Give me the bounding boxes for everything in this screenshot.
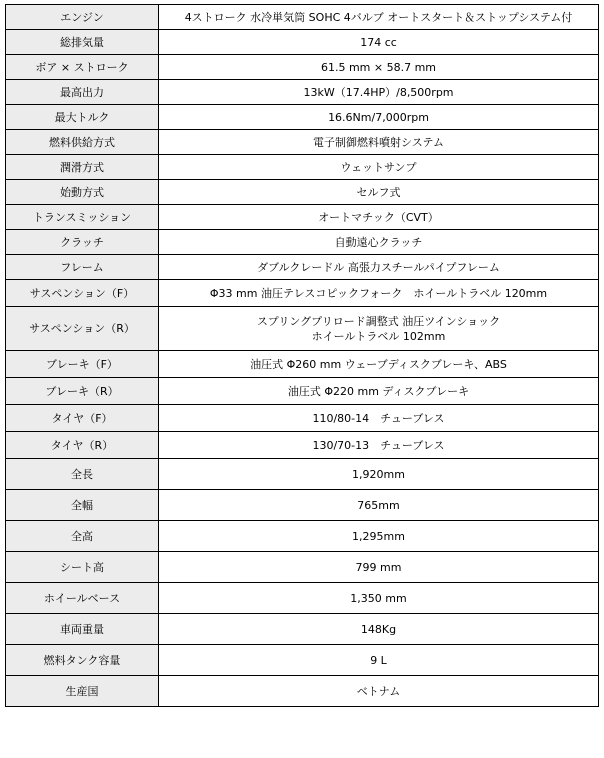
spec-value (159, 280, 599, 307)
spec-value-line: 1,350 mm (350, 591, 407, 605)
spec-value (159, 490, 599, 521)
spec-label: クラッチ (6, 230, 159, 255)
spec-value (159, 180, 599, 205)
spec-label: タイヤ（F） (6, 405, 159, 432)
spec-value-line: 61.5 mm × 58.7 mm (320, 60, 437, 74)
spec-value (159, 521, 599, 552)
spec-value (159, 583, 599, 614)
spec-value-line: ウェットサンプ (340, 160, 417, 174)
spec-value (159, 255, 599, 280)
spec-value (159, 130, 599, 155)
spec-label: サスペンション（F） (6, 280, 159, 307)
spec-label: ブレーキ（R） (6, 378, 159, 405)
spec-row (6, 432, 599, 459)
spec-value-line: 4ストローク 水冷単気筒 SOHC 4バルブ オートスタート＆ストップシステム付 (184, 10, 573, 24)
spec-row (6, 30, 599, 55)
spec-value (159, 205, 599, 230)
spec-value-line: 16.6Nm/7,000rpm (328, 110, 429, 124)
spec-value-line: オートマチック（CVT） (318, 210, 439, 224)
spec-value (159, 307, 599, 351)
spec-row (6, 645, 599, 676)
spec-row (6, 180, 599, 205)
spec-label: 全長 (6, 459, 159, 490)
spec-value (159, 30, 599, 55)
spec-value-line: 1,295mm (352, 529, 405, 543)
spec-label: 燃料タンク容量 (6, 645, 159, 676)
spec-label: サスペンション（R） (6, 307, 159, 351)
spec-value-line: ダブルクレードル 高張力スチールパイプフレーム (257, 260, 500, 274)
spec-label: 全幅 (6, 490, 159, 521)
spec-value-line: 13kW（17.4HP）/8,500rpm (303, 85, 454, 99)
spec-value-line: 174 cc (360, 35, 397, 49)
spec-label: 始動方式 (6, 180, 159, 205)
spec-value-line: スプリングプリロード調整式 油圧ツインショック (256, 314, 501, 328)
spec-row (6, 405, 599, 432)
spec-label: シート高 (6, 552, 159, 583)
spec-row (6, 378, 599, 405)
spec-row (6, 255, 599, 280)
spec-row (6, 5, 599, 30)
spec-value (159, 676, 599, 707)
spec-value-line: 148Kg (360, 622, 397, 636)
spec-value (159, 80, 599, 105)
spec-label: エンジン (6, 5, 159, 30)
spec-label: 全高 (6, 521, 159, 552)
spec-value (159, 378, 599, 405)
spec-value (159, 614, 599, 645)
spec-value (159, 5, 599, 30)
spec-value-line: セルフ式 (356, 185, 401, 199)
spec-value (159, 351, 599, 378)
spec-value-line: 110/80-14 チューブレス (312, 411, 445, 425)
spec-value (159, 105, 599, 130)
spec-value-line: 9 L (370, 653, 387, 667)
spec-value-line: 油圧式 Φ220 mm ディスクブレーキ (287, 384, 470, 398)
spec-label: 総排気量 (6, 30, 159, 55)
spec-row (6, 155, 599, 180)
spec-label: フレーム (6, 255, 159, 280)
spec-row (6, 307, 599, 351)
spec-label: ボア × ストローク (6, 55, 159, 80)
spec-value-line: 765mm (357, 498, 400, 512)
spec-value (159, 55, 599, 80)
spec-row (6, 351, 599, 378)
spec-row (6, 676, 599, 707)
spec-value (159, 155, 599, 180)
spec-table (5, 4, 599, 707)
spec-label: タイヤ（R） (6, 432, 159, 459)
spec-label: 車両重量 (6, 614, 159, 645)
spec-label: トランスミッション (6, 205, 159, 230)
spec-row (6, 80, 599, 105)
spec-value (159, 230, 599, 255)
spec-value (159, 552, 599, 583)
spec-label: 最大トルク (6, 105, 159, 130)
spec-row (6, 55, 599, 80)
spec-label: ブレーキ（F） (6, 351, 159, 378)
spec-value-line: 799 mm (355, 560, 402, 574)
spec-row (6, 205, 599, 230)
spec-row (6, 521, 599, 552)
spec-row (6, 614, 599, 645)
spec-label: 燃料供給方式 (6, 130, 159, 155)
spec-value-line: 自動遠心クラッチ (334, 235, 423, 249)
spec-row (6, 105, 599, 130)
spec-value-line: ベトナム (356, 684, 401, 698)
spec-label: 最高出力 (6, 80, 159, 105)
spec-value-line: 油圧式 Φ260 mm ウェーブディスクブレーキ、ABS (250, 357, 507, 371)
spec-row (6, 583, 599, 614)
spec-label: 生産国 (6, 676, 159, 707)
spec-row (6, 130, 599, 155)
spec-row (6, 490, 599, 521)
spec-table-body (6, 5, 599, 707)
spec-value-line: 130/70-13 チューブレス (312, 438, 445, 452)
spec-value (159, 645, 599, 676)
spec-value (159, 405, 599, 432)
spec-row (6, 552, 599, 583)
spec-value-line: Φ33 mm 油圧テレスコピックフォーク ホイールトラベル 120mm (209, 286, 548, 300)
spec-value-line: 1,920mm (352, 467, 405, 481)
spec-row (6, 459, 599, 490)
spec-label: ホイールベース (6, 583, 159, 614)
spec-value (159, 459, 599, 490)
spec-label: 潤滑方式 (6, 155, 159, 180)
spec-row (6, 280, 599, 307)
spec-value (159, 432, 599, 459)
spec-value-line: 電子制御燃料噴射システム (313, 135, 444, 149)
spec-value-line: ホイールトラベル 102mm (311, 329, 446, 343)
spec-row (6, 230, 599, 255)
